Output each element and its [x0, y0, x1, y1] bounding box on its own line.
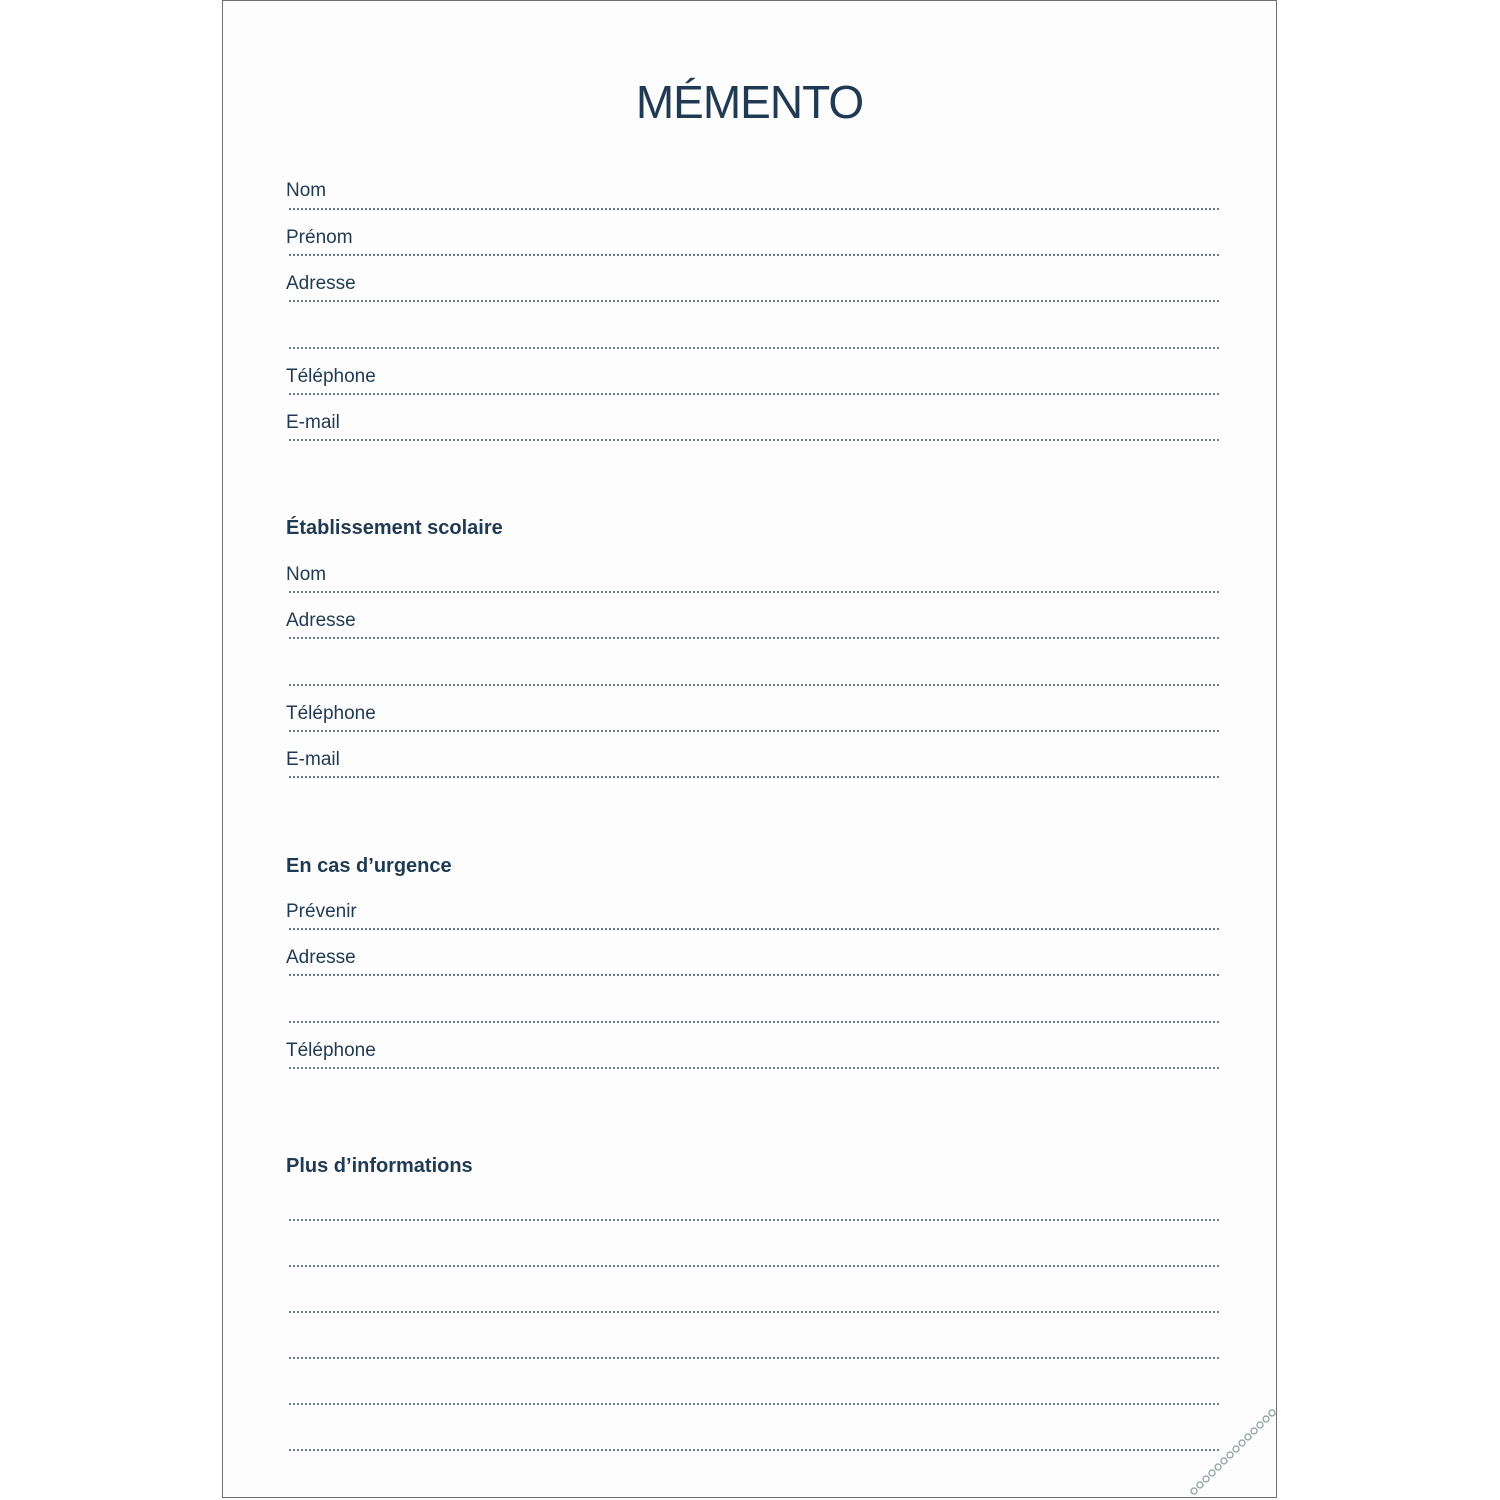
- school-line-email[interactable]: [289, 776, 1219, 778]
- memento-page: [222, 0, 1277, 1498]
- line-telephone[interactable]: [289, 393, 1219, 395]
- line-email[interactable]: [289, 439, 1219, 441]
- line-adresse-1[interactable]: [289, 300, 1219, 302]
- school-heading: Établissement scolaire: [286, 517, 503, 539]
- label-prenom: Prénom: [286, 227, 353, 248]
- school-line-nom[interactable]: [289, 591, 1219, 593]
- school-line-adresse-2[interactable]: [289, 684, 1219, 686]
- more-info-line-5[interactable]: [289, 1403, 1219, 1405]
- school-line-adresse-1[interactable]: [289, 637, 1219, 639]
- label-adresse: Adresse: [286, 273, 356, 294]
- emergency-label-telephone: Téléphone: [286, 1040, 376, 1061]
- emergency-heading: En cas d’urgence: [286, 855, 452, 877]
- line-prenom[interactable]: [289, 254, 1219, 256]
- more-info-line-6[interactable]: [289, 1449, 1219, 1451]
- school-label-telephone: Téléphone: [286, 703, 376, 724]
- emergency-label-adresse: Adresse: [286, 947, 356, 968]
- emergency-line-adresse-1[interactable]: [289, 974, 1219, 976]
- more-info-line-2[interactable]: [289, 1265, 1219, 1267]
- line-nom[interactable]: [289, 208, 1219, 210]
- more-info-line-1[interactable]: [289, 1219, 1219, 1221]
- label-email: E-mail: [286, 412, 340, 433]
- school-line-telephone[interactable]: [289, 730, 1219, 732]
- school-label-adresse: Adresse: [286, 610, 356, 631]
- school-label-nom: Nom: [286, 564, 327, 585]
- label-nom: Nom: [286, 180, 327, 201]
- more-info-line-4[interactable]: [289, 1357, 1219, 1359]
- emergency-label-prevenir: Prévenir: [286, 901, 357, 922]
- label-telephone: Téléphone: [286, 366, 376, 387]
- emergency-line-prevenir[interactable]: [289, 928, 1219, 930]
- more-info-line-3[interactable]: [289, 1311, 1219, 1313]
- emergency-line-adresse-2[interactable]: [289, 1021, 1219, 1023]
- emergency-line-telephone[interactable]: [289, 1067, 1219, 1069]
- school-label-email: E-mail: [286, 749, 340, 770]
- page-title: MÉMENTO: [635, 76, 864, 128]
- more-info-heading: Plus d’informations: [286, 1155, 473, 1177]
- spiral-binding-rings-icon: [1188, 1407, 1278, 1497]
- line-adresse-2[interactable]: [289, 347, 1219, 349]
